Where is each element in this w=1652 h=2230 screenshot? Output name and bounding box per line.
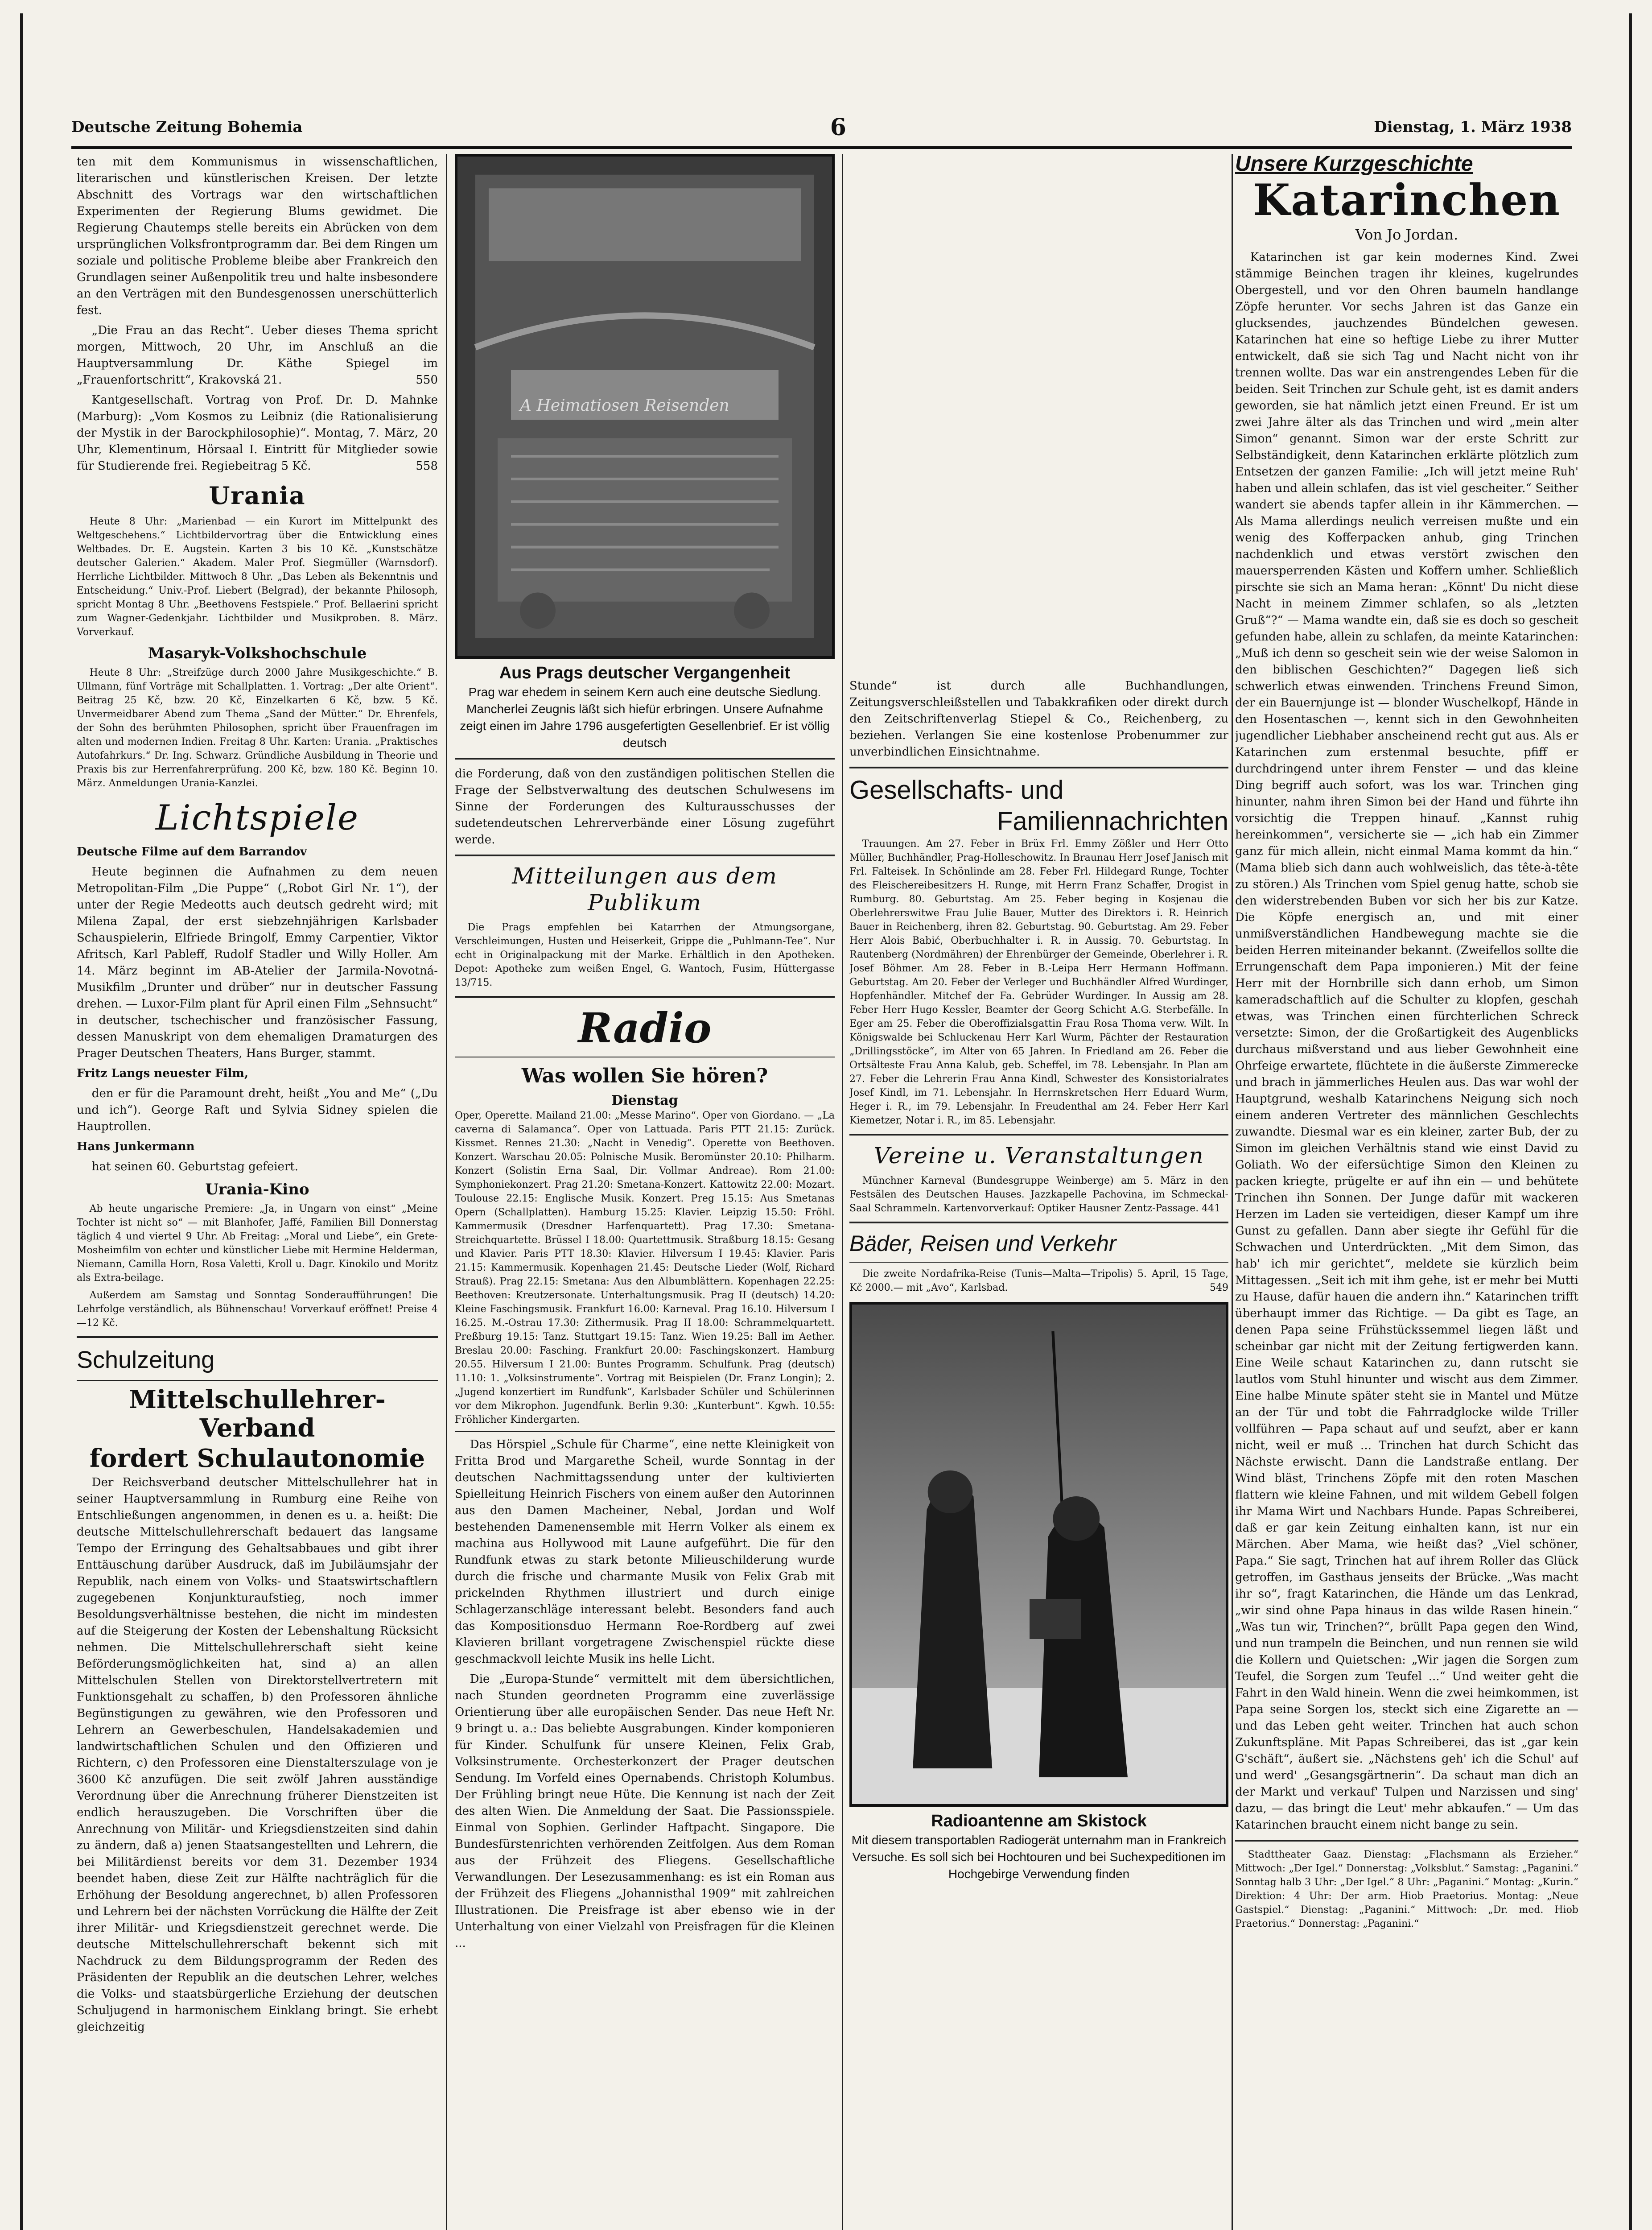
header-rule bbox=[71, 146, 1572, 149]
film-junkermann-text: hat seinen 60. Geburtstag gefeiert. bbox=[91, 1160, 299, 1173]
society-heading-2: Familiennachrichten bbox=[997, 807, 1228, 836]
story-title: Katarinchen bbox=[1252, 175, 1561, 225]
school-article-title-2: fordert Schulautonomie bbox=[89, 1444, 425, 1473]
travel-heading: Bäder, Reisen und Verkehr bbox=[849, 1231, 1116, 1256]
section-rule bbox=[849, 1262, 1228, 1263]
school-article-conclusion: die Forderung, daß von den zuständigen politischen Stellen die Frage der Selbstverwaltung des deutschen Schulwesens im Sinne der Forderungen des Kulturausschusses der sudetendeutschen Lehrerverbände einer Lösung zugeführt werde. bbox=[455, 767, 835, 847]
radio-box-title: Was wollen Sie hören? bbox=[521, 1065, 768, 1087]
school-article-title: Mittelschullehrer-Verband bbox=[129, 1385, 386, 1443]
section-rule bbox=[455, 996, 835, 998]
section-rule bbox=[849, 1222, 1228, 1223]
column-3 bbox=[849, 154, 1228, 2230]
masaryk-heading: Masaryk-Volkshochschule bbox=[148, 644, 367, 662]
vereine-text: Münchner Karneval (Bundesgruppe Weinberge) am 5. März in den Festsälen des Deutschen Hauses. Jazzkapelle Pachovina, im Schmeckal-Saal Schrammeln. Kartenvorverkauf: Optiker Hausner Zentz-Passage. 441 bbox=[849, 1175, 1228, 1214]
page-number: 6 bbox=[830, 113, 846, 141]
radio-heading: Radio bbox=[578, 1004, 712, 1052]
column-2 bbox=[455, 154, 835, 2230]
urania-program: Heute 8 Uhr: „Marienbad — ein Kurort im Mittelpunkt des Weltgeschehens.“ Lichtbildervortrag über die Entwicklung eines Weltbades. Dr. E. Augstein. Karten 3 bis 10 Kč. „Kunstschätze deutscher Galerien.“ Akadem. Maler Prof. Siegmüller (Warnsdorf). Herrliche Lichtbilder. Mittwoch 8 Uhr. „Das Leben als Bekenntnis und Entscheidung.“ Univ.-Prof. Liebert (Belgrad), der bekannte Philosoph, spricht Montag 8 Uhr. „Beethovens Festspiele.“ Prof. Bellaerini spricht zum Wagner-Gedenkjahr. Lichtbilder und Musikproben. 8. März. Vorverkauf. bbox=[77, 516, 438, 638]
film-subheading-lang: Fritz Langs neuester Film, bbox=[77, 1067, 248, 1080]
column-divider bbox=[1232, 154, 1233, 2230]
urania-heading: Urania bbox=[209, 481, 306, 510]
film-subheading-junkermann: Hans Junkermann bbox=[77, 1140, 195, 1153]
society-news: Trauungen. Am 27. Feber in Brüx Frl. Emmy Zößler und Herr Otto Müller, Buchhändler, Prag-Holleschowitz. In Braunau Herr Josef Janisch mit Frl. Falteisek. In Schönlinde am 28. Feber Frl. Hildegard Runge, Tochter des Fleischereibesitzers H. Runge, mit Herrn Franz Schaffer, Drogist in Rumburg. 80. Geburtstag. Am 25. Feber beging in Kosjenau die Oberlehrerswitwe Frau Julie Bauer, Mutter des Direktors i. R. Heinrich Bauer in Reichenberg, ihren 82. Geburtstag. 90. Geburtstag. Am 29. Feber Herr Alois Babić, Oberbuchhalter i. R. in Aussig. 70. Geburtstag. In Rautenberg (Nordmähren) der Ehrenbürger der Gemeinde, Oberlehrer i. R. Josef Böhmer. Am 28. Feber in B.-Leipa Herr Hermann Hoffmann. Geburtstag. Am 20. Feber der Verleger und Buchhändler Alfred Wurdinger, Hopfenhändler. Mitchef der Fa. Gebrüder Wurdinger. In Aussig am 28. Feber Herr Hugo Kessler, Beamter der Georg Schicht A.G. Sterbefälle. In Eger am 25. Feber die Oberoffizialsgattin Frau Rosa Thoma verw. Wilt. In Königswalde bei Schluckenau Herr Karl Wurm, Pächter der Restauration „Drillingsstöcke“, im Alter von 65 Jahren. In Friedland am 26. Feber die Ortsälteste Frau Anna Kalub, geb. Scheffel, im 78. Lebensjahr. In Plan am 27. Feber die Lehrerin Frau Anna Kindl, Schwester des Konsistorialrates Josef Kindl, im 71. Lebensjahr. In Herrnskretschen Herr Eduard Wurm, Heger i. R., im 79. Lebensjahr. In Freudenthal am 24. Feber Herr Karl Kiemetzer, Notar i. R., im 85. Lebensjahr. bbox=[849, 838, 1228, 1126]
photo-radioantenne-caption: Mit diesem transportablen Radiogerät unternahm man in Frankreich Versuche. Es soll sich bei Hochtouren und bei Suchexpeditionen im Hochgebirge Verwendung finden bbox=[851, 1833, 1227, 1881]
section-rule bbox=[455, 1431, 835, 1432]
article-continuation: ten mit dem Kommunismus in wissenschaftlichen, literarischen und künstlerischen Kreisen. Der letzte Abschnitt des Vortrags war den wirtschaftlichen Experimenten der Regierung Blums gewidmet. Die Regierung Chautemps stelle bereits ein Abrücken von dem ursprünglichen Volksfrontprogramm dar. Bei dem Ringen um soziale und politische Probleme bleibe aber Frankreich den Grundlagen seiner Außenpolitik treu und halte insbesondere an den Verträgen mit den Bundesgenossen unerschütterlich fest. bbox=[77, 155, 438, 317]
society-heading: Gesellschafts- und bbox=[849, 776, 1064, 805]
hoerspiel-review: Das Hörspiel „Schule für Charme“, eine nette Kleinigkeit von Fritta Brod und Margarethe Scheil, wurde Sonntag in der deutschen Nachmittagssendung unter der kultivierten Spielleitung Heinrich Fischers von einem außer den Autorinnen aus den Damen Macheiner, Nebal, Jordan und Wolf bestehenden Damenensemble mit Herrn Volker als einem ex machina aus Hollywood mit Laune aufgeführt. Die für den Rundfunk etwas zu stark betonte Milieuschilderung wurde durch die frische und charmante Musik von Felix Grab mit prickelnden Rhythmen illustriert und durch einige Schlagerzanschläge interessant belebt. Besonders fand auch das Kompositionsduo Hermann Roe-Rordberg auf zwei Klavieren brillant vorgetragene Zwischenspiel rückte diese geschmackvoll leichte Musik ins helle Licht. bbox=[455, 1438, 835, 1666]
photo-gesellenbrief-title: Aus Prags deutscher Vergangenheit bbox=[499, 664, 791, 682]
paper-name: Deutsche Zeitung Bohemia bbox=[71, 118, 303, 136]
story-author: Von Jo Jordan. bbox=[1355, 226, 1458, 243]
masaryk-program: Heute 8 Uhr: „Streifzüge durch 2000 Jahre Musikgeschichte.“ B. Ullmann, fünf Vorträge mit Schallplatten. 1. Vortrag: „Der alte Orient“. Beitrag 25 Kč, bzw. 20 Kč, Einzelkarten 6 Kč, bzw. 5 Kč. Unvermeidbarer Abend zum Thema „Sand der Mütter.“ Dr. Ehrenfels, der Sohn des berühmten Philosophen, spricht über Frauenfragen im alten und modernen Indien. Freitag 8 Uhr. Karten: Urania. „Praktisches Autofahrkurs.“ Dr. Ing. Schwarz. Gründliche Ausbildung in Theorie und Praxis bis zur Herrenfahrerprüfung. 200 Kč, bzw. 180 Kč. Beginn 10. März. Anmeldungen Urania-Kanzlei. bbox=[77, 667, 438, 789]
film-heading: Lichtspiele bbox=[155, 798, 359, 838]
school-heading: Schulzeitung bbox=[77, 1346, 215, 1373]
photo-radioantenne-image bbox=[852, 1305, 1226, 1804]
film-news: Heute beginnen die Aufnahmen zu dem neuen Metropolitan-Film „Die Puppe“ („Robot Girl Nr. 1“), der unter der Regie Medeotts auch deutsch gedreht wird; mit Milena Zapal, der erst siebzehnjährigen Karlsbader Schauspielerin, Elfriede Bringolf, Emmy Carpentier, Viktor Afritsch, Karl Pableff, Rudolf Stadler und Willy Holler. Am 14. März beginnt im AB-Atelier der Jarmila-Novotná-Musikfilm „Drunter und drüber“ nur in deutscher Fassung drehen. — Luxor-Film plant für April einen Film „Sehnsucht“ in deutscher, tschechischer und französischer Fassung, dessen Manuskript von dem ehemaligen Dramaturgen des Prager Deutschen Theaters, Hans Burger, stammt. bbox=[77, 865, 438, 1060]
column-1 bbox=[77, 154, 438, 2230]
vereine-heading: Vereine u. Veranstaltungen bbox=[873, 1143, 1204, 1169]
publikum-text: Die Prags empfehlen bei Katarrhen der Atmungsorgane, Verschleimungen, Husten und Heiserkeit, Grippe die „Puhlmann-Tee“. Nur echt in Originalpackung mit der Marke. Erhältlich in den Apotheken. Depot: Apotheke zum weißen Engel, G. Wantoch, Fusim, Hüttergasse 13/715. bbox=[455, 922, 835, 988]
section-rule bbox=[849, 767, 1228, 768]
column-divider bbox=[842, 154, 843, 2230]
story-body: Katarinchen ist gar kein modernes Kind. Zwei stämmige Beinchen tragen ihr kleines, kugelrundes Obergestell, und vor den Ohren baumeln handlange Zöpfe herunter. Vor sechs Jahren ist das Ganze ein glucksendes, jauchzendes Bündelchen gewesen. Katarinchen hat eine so heftige Liebe zu ihrer Mutter entwickelt, daß sie sich Tag und Nacht nicht von ihr trennen wollte. Das war ein anstrengendes Leben für die beiden. Seit Trinchen zur Schule geht, ist es damit anders geworden, sie hat nämlich jetzt einen Freund. Er ist um zwei Jahre älter als das Trinchen und wird „mein alter Simon“ genannt. Simon war der erste Schritt zur Selbständigkeit, denn Katarinchen erklärte plötzlich zum Entsetzen der ganzen Familie: „Ich will jetzt meine Ruh' haben und allein schlafen, das ist viel gescheiter.“ Seither wandert sie abends tapfer allein in ihr Kämmerchen. — Als Mama allerdings neulich verreisen mußte und ein wenig des Kofferpacken anhub, ging Trinchen nachdenklich und etwas verstört zwischen den mauersperrenden Kästen und Koffern umher. Schließlich pirschte sie sich an Mama heran: „Könnt' Du nicht diese Nacht in meinem Zimmer schlafen, so als „letzten Gruß“?“ — Mama wandte ein, daß sie es doch so gescheit gefunden habe, allein zu schlafen, da meinte Katarinchen: „Muß ich denn so gescheit sein wie der weise Salomon in den biblischen Geschichten?“ Dagegen ließ sich schwerlich etwas einwenden. Trinchens Freund Simon, der ein Bauernjunge ist — blonder Wuschelkopf, Hände in den Hosentaschen —, kennt sich in den Gewohnheiten jugendlicher Liebhaber anscheinend recht gut aus. Als er Katarinchen zum erstenmal besuchte, pfiff er durchdringend unter ihrem Fenster — und das kleine Ding begriff auch sofort, was los war. Trinchen ging hinunter, nahm ihren Simon bei der Hand und führte ihn vorsichtig die Treppen hinauf. „Kannst ruhig hereinkommen“, versicherte sie — „ich hab ein Zimmer ganz für mich allein, nicht einmal Mama kommt da hin.“ (Mama blieb sich dann auch wohlweislich, das tête-à-tête zu stören.) Als Trinchen vom Spiel genug hatte, schob sie den widerstrebenden Buben vor sich her bis zur Katze. Die Köpfe energisch an, und mit einer unmißverständlichen Handbewegung machte sie die beiden Herren miteinander bekannt. (Zweifellos sollte die Errungenschaft dem Papa imponieren.) Mit der feine Herr mit der Hornbrille sich dann erhob, um Simon kameradschaftlich auf die Schulter zu klopfen, geschah etwas, was Trinchen einen fürchterlichen Schreck versetzte: Simon, der die Großartigkeit des Augenblicks durchaus mißverstand und aus lieber Gewohnheit eine Ohrfeige erwartete, flüchtete in die äußerste Zimmerecke und brach in jämmerliches Heulen aus. Das war wohl der Hauptgrund, weshalb Katarinchens Neigung sich noch einem anderen Vertreter des männlichen Geschlechts zuwandte. Diesmal war es ein kleiner, zarter Bub, der zu Simon im gleichen Verhältnis stand wie einst David zu Goliath. Wo der eifersüchtige Simon den Kleinen zu packen kriegte, prügelte er auf ihn ein — und behütete Trinchen ihn Sonnen. Der Junge dafür mit wackeren Herzen im Laden sie verteidigen, dieser Kampf um ihre Gunst zu gefallen. Dann aber siegte ihr Gefühl für die Schwachen und Unterdrückten. „Mit dem Simon, das hab' ich mir gerichtet“, meldete sie kürzlich beim Mittagessen. „Seit ich mit ihm gehe, ist er mehr bei Mutti zu Hause, dafür hauen die andern ihn.“ Katarinchen trifft überhaupt immer das Richtige. — Da gibt es Tage, an denen Papa seine Frühstückssemmel liegen läßt und scheinbar gar nicht mit der Zeitung fertigwerden kann. Eine Weile schaut Katarinchen zu, dann rutscht sie lautlos vom Stuhl hinunter und wischt aus dem Zimmer. Eine halbe Minute später steht sie in Mantel und Mütze an der Tür und tobt die Fahrradglocke wilde Triller vollführen — Papa schaut auf und seufzt, aber er kann nicht, weil er muß ... Trinchen hat durch Schicht das Nächste erwischt. Dann die Landstraße entlang. Der Wind bläst, Trinchens Zöpfe mit den roten Maschen flattern wie kleine Fahnen, und mit wildem Gebell folgen ihr Mama Wirt und Nachbars Hunde. Papas Schreiberei, daß er gar kein Zeitung einhalten kann, ist nur ein Märchen. Aber Mama, wie heißt das? „Viel schöner, Papa.“ Sie sagt, Trinchen hat auf ihrem Roller das Glück getroffen, im Gasthaus jenseits der Brücke. „Was macht ihr so“, fragt Katarinchen, die Hände um das Lenkrad, „wir sind ohne Papa hinaus in das wilde Rasen hinein.“ „Was tun wir, Trinchen?“, brüllt Papa gegen den Wind, und nun trampeln die Beinchen, und nun rennen sie wild die Kollern und Quietschen: „Wir jagen die Sorgen zum Teufel, die Sorgen zum Teufel ...“ Und weiter geht die Fahrt in den Wald hinein. Wenn die zwei heimkommen, ist Papa seine Sorgen los, steckt sich eine Zigarette an — und das Leben geht weiter. Trinchen hat auch schon Zukunftspläne. Mit Papas Schreiberei, das ist „gar kein G'schäft“, äußert sie. „Nächstens geh' ich die Schul' auf und werd' „Gesangsgärtnerin“. Da schaut man dich an der Markt und verkauf' Tulpen und Narzissen und sing' dazu, — das bringt die Leut' mehr abkaufen.“ — Um das Katarinchen braucht einem nicht bange zu sein. bbox=[1235, 251, 1578, 1832]
notice-kantgesellschaft: Kantgesellschaft. Vortrag von Prof. Dr. D. Mahnke (Marburg): „Vom Kosmos zu Leibniz (die Rationalisierung der Mystik in der Barockphilosophie)“. Montag, 7. März, 20 Uhr, Klementinum, Hörsaal I. Eintritt für Mitglieder sowie für Studierende frei. Regiebeitrag 5 Kč. 558 bbox=[77, 393, 438, 473]
publikum-heading: Mitteilungen aus dem Publikum bbox=[512, 863, 778, 916]
section-rule bbox=[77, 1380, 438, 1381]
column-4 bbox=[1235, 154, 1578, 2230]
kurzgeschichte-heading: Unsere Kurzgeschichte bbox=[1235, 154, 1473, 176]
europa-stunde-text: Die „Europa-Stunde“ vermittelt mit dem übersichtlichen, nach Stunden geordneten Programm eine zuverlässige Orientierung über alle europäischen Sender. Das neue Heft Nr. 9 bringt u. a.: Das beliebte Ausgrabungen. Kinder komponieren für Kinder. Schulfunk für unsere Kleinen, Felix Grab, Volksinstrumente. Orchesterkonzert der Prager deutschen Sendung. Im Vorfeld eines Opernabends. Christoph Kolumbus. Der Frühling bringt neue Hüte. Die Kennung ist nach der Zeit des alten Wien. Die Anmeldung der Saat. Die Passionsspiele. Einmal von Sophien. Gerlinder Haftpacht. Singapore. Die Bundesfürstenrichten verhörenden Zeitfolgen. Aus dem Roman aus der Frühzeit des Fliegens. Gesellschaftliche Verwandlungen. Der Lesezusammenhang: es ist ein Roman aus der Frühzeit des Fliegens „Johannisthal 1909“ mit zahlreichen Illustrationen. Die Preisfrage ist aber ebenso wie in der Unterhaltung von einer Vielzahl von Preisfragen für die Kleinen ... bbox=[455, 1672, 835, 1950]
section-rule bbox=[455, 855, 835, 856]
page-header bbox=[71, 112, 1572, 143]
urania-kino-heading: Urania-Kino bbox=[205, 1181, 309, 1198]
photo-radioantenne-title: Radioantenne am Skistock bbox=[931, 1812, 1147, 1830]
section-rule bbox=[849, 1134, 1228, 1136]
issue-date: Dienstag, 1. März 1938 bbox=[1374, 118, 1572, 136]
photo-gesellenbrief bbox=[455, 154, 835, 659]
section-rule bbox=[77, 1336, 438, 1338]
europa-stunde-continuation: Stunde“ ist durch alle Buchhandlungen, Zeitungsverschleißstellen und Tabakkrafiken oder direkt durch den Zeitschriftenverlag Stiepel & Co., Reichenberg, zu beziehen. Verlangen Sie eine kostenlose Probenummer zur unverbindlichen Einsichtnahme. bbox=[849, 679, 1228, 759]
radio-program: Oper, Operette. Mailand 21.00: „Messe Marino“. Oper von Giordano. — „La caverna di Salamanca“. Oper von Lattuada. Paris PTT 21.15: Zurück. Kissmet. Rennes 21.30: „Nacht in Venedig“. Operette von Beethoven. Konzert. Warschau 20.05: Polnische Musik. Beromünster 20.10: Philharm. Konzert (Solistin Erna Saal, Dir. Vollmar Andreae). Rom 21.00: Symphoniekonzert. Prag 21.20: Smetana-Konzert. Kattowitz 22.00: Mozart. Toulouse 22.15: Englische Musik. Konzert. Preg 15.15: Aus Smetanas Opern (Schallplatten). Hamburg 15.25: Klavier. Leipzig 15.50: Fröhl. Kammermusik (Dresdner Harfenquartett). Prag 17.30: Smetana-Streichquartette. Brüssel I 18.00: Quartettmusik. Straßburg 18.15: Gesang und Klavier. Paris PTT 18.30: Klavier. Hilversum I 19.45: Klavier. Paris 21.15: Kammermusik. Kopenhagen 21.45: Deutsche Lieder (Wolf, Richard Strauß). Prag 22.15: Smetana: Aus den Albumblättern. Kopenhagen 22.25: Beethoven: Kreutzersonate. Unterhaltungsmusik. Prag II (deutsch) 14.20: Kleine Faschingsmusik. Frankfurt 16.00: Karneval. Prag 16.10. Hilversum I 16.25. M.-Ostrau 17.30: Zithermusik. Prag II 18.00: Schrammelquartett. Preßburg 19.15: Tanz. Stuttgart 19.15: Tanz. Wien 19.25: Ball im Aether. Breslau 20.00: Fasching. Frankfurt 20.00: Faschingskonzert. Hamburg 20.55. Hilversum I 21.00: Buntes Programm. Schulfunk. Prag (deutsch) 11.10: 1. „Volksinstrumente“. Vortrag mit Beispielen (Dr. Franz Longin); 2. „Jugend konzertiert im Rundfunk“, Karlsbader Schüler und Schülerinnen vor dem Mikrophon. Jugendfunk. Berlin 9.30: „Kunterbunt“. Kgwh. 10.55: Fröhlicher Kindergarten. bbox=[455, 1110, 835, 1425]
school-article-body: Der Reichsverband deutscher Mittelschullehrer hat in seiner Hauptversammlung in Rumburg eine Reihe von Entschließungen angenommen, in denen es u. a. heißt: Die deutsche Mittelschullehrerschaft bedauert das langsame Tempo der Erringung des Gehaltsabbaues und gibt ihrer Enttäuschung darüber Ausdruck, daß im Jubiläumsjahr der Republik, nach einem von Volks- und Staatswirtschaftlern zugegebenen Konjunkturaufstieg, noch immer Besoldungsverhältnisse bestehen, die nicht im mindesten auf die Steigerung der Kosten der Lebenshaltung Rücksicht nehmen. Die Mittelschullehrerschaft sieht keine Beförderungsmöglichkeiten hat, sind a) an allen Mittelschulen Stellen von Direktorstellvertretern mit Funktionsgehalt zu schaffen, b) den Professoren ähnliche Begünstigungen zu gewähren, wie den Professoren und Lehrern an Gewerbeschulen, Handelsakademien und landwirtschaftlichen Schulen und den Offizieren und Richtern, c) den Professoren eine Dienstalterszulage von je 3600 Kč anzufügen. Die seit zwölf Jahren ausständige Verordnung über die Anrechnung früherer Dienstzeiten ist endlich herauszugeben. Die Vorschriften über die Anrechnung von Militär- und Kriegsdienstzeiten sind dahin zu ändern, daß a) jenen Staatsangestellten und Lehrern, die bei Militärdienst bereits vor dem 31. Dezember 1934 beendet haben, diese Zeit zur Hälfte nachträglich für die Erhöhung der Besoldung angerechnet, b) allen Professoren und Lehrern bei der nächsten Vorrückung die Hälfte der Zeit ihrer Militär- und Kriegsdienstzeit gerechnet werde. Die deutsche Mittelschullehrerschaft bekennt sich mit Nachdruck zu dem Bildungsprogramm der Reden des Präsidenten der Republik an die deutschen Lehrer, welches die Volks- und staatsbürgerliche Erziehung der deutschen Schuljugend in harmonischem Einklang bringt. Sie erhebt gleichzeitig bbox=[77, 1476, 438, 2034]
section-rule bbox=[1235, 1840, 1578, 1842]
urania-kino-extra: Außerdem am Samstag und Sonntag Sonderaufführungen! Die Lehrfolge verständlich, als Bühnenschau! Vorverkauf eröffnet! Preise 4—12 Kč. bbox=[77, 1290, 438, 1329]
photo-gesellenbrief-caption: Prag war ehedem in seinem Kern auch eine deutsche Siedlung. Mancherlei Zeugnis läßt sich hiefür erbringen. Unsere Aufnahme zeigt einen im Jahre 1796 ausgefertigten Gesellenbrief. Er ist völlig deutsch bbox=[460, 685, 830, 750]
travel-text: Die zweite Nordafrika-Reise (Tunis—Malta—Tripolis) 5. April, 15 Tage, Kč 2000.— mit „Avo“, Karlsbad. 549 bbox=[849, 1268, 1228, 1293]
photo-radioantenne bbox=[849, 1302, 1228, 1807]
radio-day: Dienstag bbox=[611, 1093, 678, 1108]
notice-frau-recht: „Die Frau an das Recht“. Ueber dieses Thema spricht morgen, Mittwoch, 20 Uhr, im Anschluß an die Hauptversammlung Dr. Käthe Spiegel im „Frauenfortschritt“, Krakovská 21. 550 bbox=[77, 324, 438, 387]
urania-kino-program: Ab heute ungarische Premiere: „Ja, in Ungarn von einst“ „Meine Tochter ist nicht so“ — mit Blanhofer, Jaffé, Familien Bill Donnerstag täglich 4 und viertel 9 Uhr. Ab Freitag: „Moral und Liebe“, ein Grete-Mosheimfilm von echter und künstlicher Liebe mit Hermine Helderman, Niemann, Camilla Horn, Rosa Valetti, Kroll u. Dagr. Kinokilo und Moritz als Extra-beilage. bbox=[77, 1203, 438, 1284]
film-lang-text: den er für die Paramount dreht, heißt „You and Me“ („Du und ich“). George Raft und Sylvia Sidney spielen die Hauptrollen. bbox=[77, 1087, 438, 1133]
column-divider bbox=[446, 154, 447, 2230]
photo-gesellenbrief-banner: A Heimatiosen Reisenden bbox=[520, 396, 729, 415]
theatre-program: Stadttheater Gaaz. Dienstag: „Flachsmann als Erzieher.“ Mittwoch: „Der Igel.“ Donnerstag: „Volksblut.“ Samstag: „Paganini.“ Sonntag halb 3 Uhr: „Der Igel.“ 8 Uhr: „Paganini.“ Montag: „Kurin.“ Direktion: 4 Uhr: Der arm. Hiob Praetorius. Montag: „Neue Gastspiel.“ Dienstag: „Paganini.“ Mittwoch: „Dr. med. Hiob Praetorius.“ Donnerstag: „Paganini.“ bbox=[1235, 1849, 1578, 1929]
photo-gesellenbrief-span bbox=[849, 154, 1228, 678]
section-rule bbox=[455, 758, 835, 760]
film-subheading: Deutsche Filme auf dem Barrandov bbox=[77, 845, 307, 859]
